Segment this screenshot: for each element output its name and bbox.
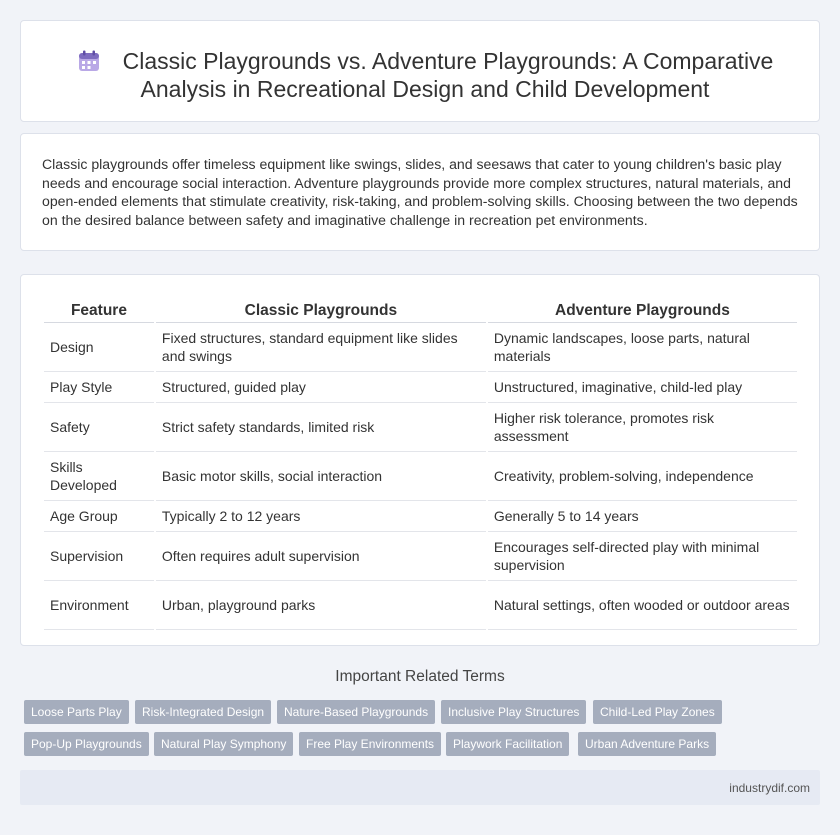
comparison-card bbox=[20, 274, 820, 646]
intro-card bbox=[20, 133, 820, 251]
column-header: Classic Playgrounds bbox=[156, 295, 486, 323]
column-header: Feature bbox=[44, 295, 154, 323]
table-cell: Safety bbox=[44, 403, 154, 452]
table-row bbox=[44, 403, 797, 452]
table-cell: Structured, guided play bbox=[156, 372, 486, 403]
tag-loose-parts-play[interactable]: Loose Parts Play bbox=[24, 700, 129, 724]
table-cell: Generally 5 to 14 years bbox=[488, 501, 797, 532]
table-cell: Creativity, problem-solving, independence bbox=[488, 452, 797, 501]
comparison-table bbox=[42, 295, 799, 630]
table-cell: Environment bbox=[44, 581, 154, 630]
tag-inclusive-play-structures[interactable]: Inclusive Play Structures bbox=[441, 700, 586, 724]
table-header-row bbox=[44, 295, 797, 323]
page-title-text: Classic Playgrounds vs. Adventure Playgrounds: A Comparative Analysis in Recreational Design and Child Development bbox=[122, 48, 774, 102]
table-cell: Strict safety standards, limited risk bbox=[156, 403, 486, 452]
title-card bbox=[20, 20, 820, 122]
footer bbox=[20, 770, 820, 805]
table-cell: Urban, playground parks bbox=[156, 581, 486, 630]
table-cell: Unstructured, imaginative, child-led play bbox=[488, 372, 797, 403]
table-row bbox=[44, 323, 797, 372]
calendar-icon bbox=[77, 49, 101, 73]
table-cell: Age Group bbox=[44, 501, 154, 532]
column-header: Adventure Playgrounds bbox=[488, 295, 797, 323]
table-cell: Higher risk tolerance, promotes risk assessment bbox=[488, 403, 797, 452]
tag-free-play-environments[interactable]: Free Play Environments bbox=[299, 732, 441, 756]
footer-site[interactable]: industrydif.com bbox=[729, 781, 810, 795]
table-cell: Basic motor skills, social interaction bbox=[156, 452, 486, 501]
table-cell: Design bbox=[44, 323, 154, 372]
table-cell: Dynamic landscapes, loose parts, natural materials bbox=[488, 323, 797, 372]
table-row bbox=[44, 372, 797, 403]
table-row bbox=[44, 452, 797, 501]
table-cell: Play Style bbox=[44, 372, 154, 403]
table-cell: Typically 2 to 12 years bbox=[156, 501, 486, 532]
table-row bbox=[44, 581, 797, 630]
tag-urban-adventure-parks[interactable]: Urban Adventure Parks bbox=[578, 732, 716, 756]
table-cell: Fixed structures, standard equipment like slides and swings bbox=[156, 323, 486, 372]
intro-paragraph: Classic playgrounds offer timeless equipment like swings, slides, and seesaws that cater to young children's basic play needs and encourage social interaction. Adventure playgrounds provide more complex structures, natural materials, and open-ended elements that stimulate creativity, risk-taking, and problem-solving skills. Choosing between the two depends on the desired balance between safety and imaginative challenge in recreation pet environments. bbox=[42, 156, 798, 228]
tag-nature-based-playgrounds[interactable]: Nature-Based Playgrounds bbox=[277, 700, 435, 724]
table-cell: Natural settings, often wooded or outdoor areas bbox=[488, 581, 797, 630]
table-cell: Often requires adult supervision bbox=[156, 532, 486, 581]
tag-pop-up-playgrounds[interactable]: Pop-Up Playgrounds bbox=[24, 732, 149, 756]
table-row bbox=[44, 532, 797, 581]
table-cell: Supervision bbox=[44, 532, 154, 581]
tag-natural-play-symphony[interactable]: Natural Play Symphony bbox=[154, 732, 293, 756]
table-row bbox=[44, 501, 797, 532]
page-title bbox=[61, 47, 789, 103]
tag-child-led-play-zones[interactable]: Child-Led Play Zones bbox=[593, 700, 722, 724]
tag-playwork-facilitation[interactable]: Playwork Facilitation bbox=[446, 732, 569, 756]
tag-risk-integrated-design[interactable]: Risk-Integrated Design bbox=[135, 700, 271, 724]
table-cell: Encourages self-directed play with minimal supervision bbox=[488, 532, 797, 581]
related-terms-title: Important Related Terms bbox=[335, 668, 505, 685]
table-cell: Skills Developed bbox=[44, 452, 154, 501]
